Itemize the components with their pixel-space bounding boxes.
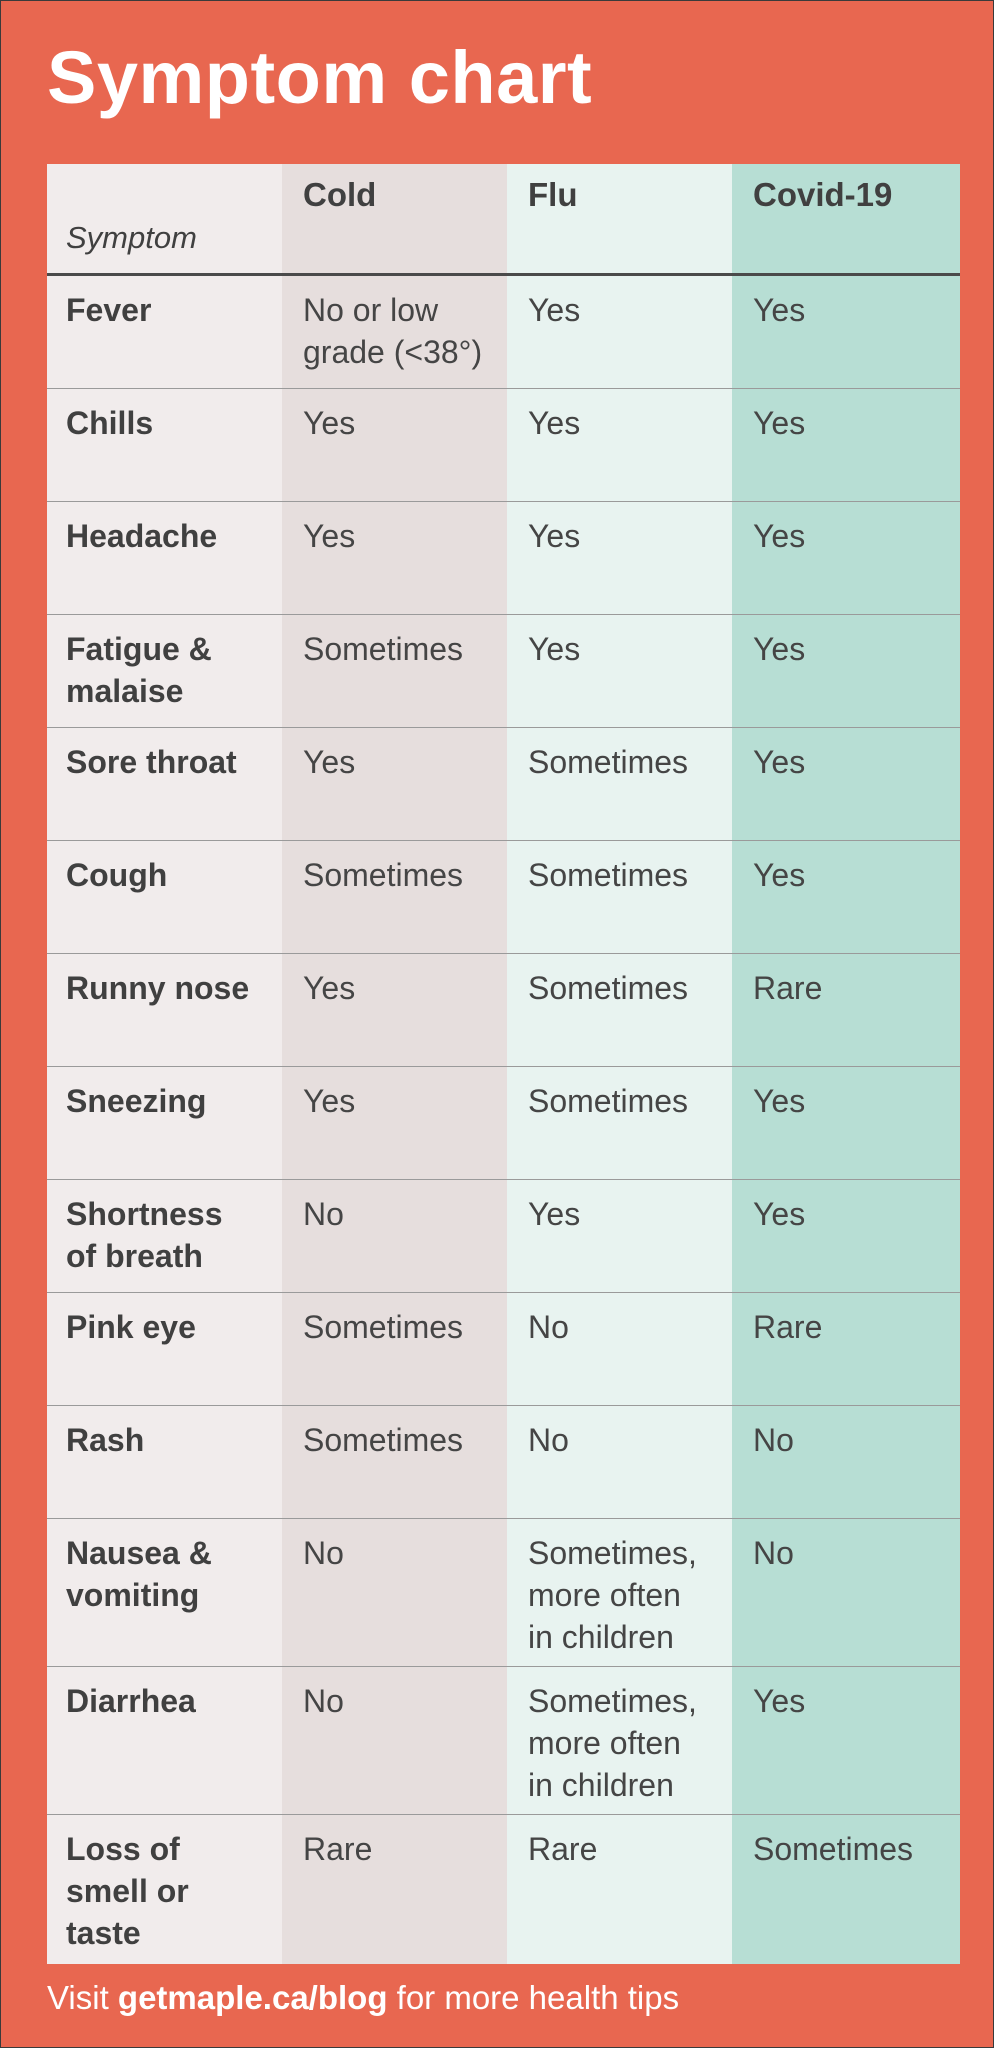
- table-row: [47, 615, 960, 728]
- cold-cell: Yes: [303, 744, 356, 780]
- table-row: [47, 841, 960, 954]
- flu-cell: Sometimes, more often in children: [528, 1683, 697, 1803]
- footer-link[interactable]: getmaple.ca/blog: [117, 1979, 388, 2016]
- footer-prefix: Visit: [47, 1979, 118, 2016]
- symptom-cell: Shortness of breath: [66, 1196, 223, 1274]
- symptom-cell: Cough: [66, 857, 168, 893]
- cold-cell: Sometimes: [303, 1422, 464, 1458]
- cold-cell: No: [303, 1196, 344, 1232]
- table-row: [47, 1406, 960, 1519]
- flu-cell: No: [528, 1309, 569, 1345]
- cold-cell: Yes: [303, 405, 356, 441]
- symptom-cell: Sneezing: [66, 1083, 207, 1119]
- table-row: [47, 276, 960, 389]
- flu-cell: Sometimes: [528, 1083, 689, 1119]
- cold-cell: Yes: [303, 1083, 356, 1119]
- covid-cell: Yes: [753, 857, 806, 893]
- covid-cell: Yes: [753, 518, 806, 554]
- cold-cell: No or low grade (<38°): [303, 292, 483, 370]
- header-cold: Cold: [303, 176, 377, 213]
- flu-cell: Yes: [528, 518, 581, 554]
- table-row: [47, 1667, 960, 1815]
- table-row: [47, 728, 960, 841]
- symptom-cell: Fatigue & malaise: [66, 631, 212, 709]
- covid-cell: Yes: [753, 292, 806, 328]
- symptom-cell: Rash: [66, 1422, 145, 1458]
- covid-cell: Sometimes: [753, 1831, 914, 1867]
- cold-cell: Sometimes: [303, 857, 464, 893]
- table-row: [47, 1815, 960, 1963]
- flu-cell: Sometimes: [528, 857, 689, 893]
- header-covid: Covid-19: [753, 176, 893, 213]
- covid-cell: Rare: [753, 1309, 823, 1345]
- covid-cell: Yes: [753, 744, 806, 780]
- covid-cell: Yes: [753, 405, 806, 441]
- symptom-cell: Nausea & vomiting: [66, 1535, 212, 1613]
- covid-cell: Yes: [753, 631, 806, 667]
- flu-cell: Yes: [528, 292, 581, 328]
- covid-cell: No: [753, 1422, 794, 1458]
- table-header-row: [47, 164, 960, 276]
- cold-cell: Yes: [303, 518, 356, 554]
- cold-cell: No: [303, 1535, 344, 1571]
- cold-cell: Rare: [303, 1831, 373, 1867]
- symptom-cell: Chills: [66, 405, 154, 441]
- flu-cell: Yes: [528, 1196, 581, 1232]
- covid-cell: Yes: [753, 1683, 806, 1719]
- cold-cell: Yes: [303, 970, 356, 1006]
- flu-cell: Rare: [528, 1831, 598, 1867]
- table-row: [47, 1293, 960, 1406]
- header-symptom: Symptom: [66, 220, 197, 255]
- cold-cell: No: [303, 1683, 344, 1719]
- covid-cell: Yes: [753, 1196, 806, 1232]
- flu-cell: No: [528, 1422, 569, 1458]
- flu-cell: Yes: [528, 631, 581, 667]
- flu-cell: Sometimes, more often in children: [528, 1535, 697, 1655]
- cold-cell: Sometimes: [303, 1309, 464, 1345]
- flu-cell: Sometimes: [528, 970, 689, 1006]
- symptom-cell: Headache: [66, 518, 218, 554]
- footer-suffix: for more health tips: [387, 1979, 680, 2016]
- header-flu: Flu: [528, 176, 578, 213]
- table-row: [47, 1067, 960, 1180]
- flu-cell: Sometimes: [528, 744, 689, 780]
- symptom-cell: Diarrhea: [66, 1683, 196, 1719]
- symptom-cell: Sore throat: [66, 744, 237, 780]
- footer-text: [47, 1979, 679, 2017]
- cold-cell: Sometimes: [303, 631, 464, 667]
- covid-cell: Yes: [753, 1083, 806, 1119]
- table-row: [47, 1180, 960, 1293]
- flu-cell: Yes: [528, 405, 581, 441]
- table-row: [47, 389, 960, 502]
- symptom-cell: Runny nose: [66, 970, 250, 1006]
- symptom-table: [47, 164, 960, 1964]
- symptom-cell: Pink eye: [66, 1309, 196, 1345]
- page-title: Symptom chart: [47, 36, 593, 119]
- table-row: [47, 502, 960, 615]
- table-row: [47, 1519, 960, 1667]
- symptom-cell: Fever: [66, 292, 152, 328]
- covid-cell: Rare: [753, 970, 823, 1006]
- table-row: [47, 954, 960, 1067]
- symptom-cell: Loss of smell or taste: [66, 1831, 189, 1951]
- covid-cell: No: [753, 1535, 794, 1571]
